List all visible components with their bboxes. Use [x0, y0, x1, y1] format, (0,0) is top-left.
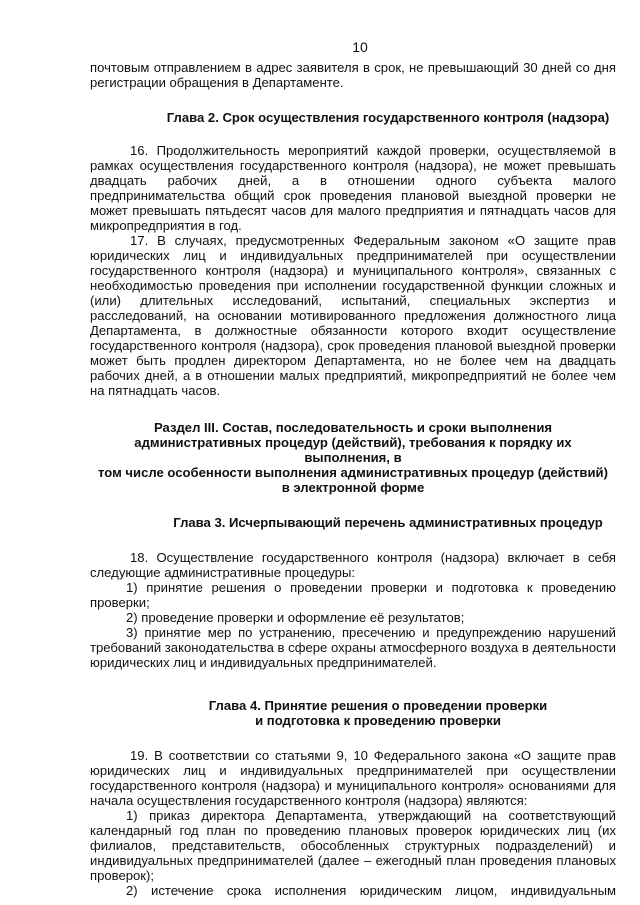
section-3-title-line-4: в электронной форме	[281, 480, 425, 495]
basis-item-1: 1) приказ директора Департамента, утверждающий на соответствующий календарный год план по проведению плановых проверок юридических лиц (их филиалов, представительств, обособленных структурных подразделений) и индивидуальных предпринимателей (далее – ежегодный план проведения плановых проверок);	[90, 808, 616, 883]
chapter-4-title-line-2: и подготовка к проведению проверки	[255, 713, 501, 728]
procedure-item-2: 2) проведение проверки и оформление её результатов;	[126, 610, 465, 625]
paragraph-18: 18. Осуществление государственного контроля (надзора) включает в себя следующие административные процедуры:	[90, 550, 616, 580]
page-number: 10	[352, 39, 368, 55]
intro-paragraph: почтовым отправлением в адрес заявителя в срок, не превышающий 30 дней со дня регистрации обращения в Департаменте.	[90, 60, 616, 90]
paragraph-19: 19. В соответствии со статьями 9, 10 Федерального закона «О защите прав юридических лиц и индивидуальных предпринимателей при осуществлении государственного контроля (надзора) и муниципального контроля» основаниями для начала осуществления государственного контроля (надзора) являются:	[90, 748, 616, 808]
paragraph-17: 17. В случаях, предусмотренных Федеральным законом «О защите прав юридических лиц и индивидуальных предпринимателей при осуществлении государственного контроля (надзора) и муниципального контроля», связанных с необходимостью проведения при исполнении государственной функции сложных и (или) длительных исследований, испытаний, специальных экспертиз и расследований, на основании мотивированного предложения должностного лица Департамента, в должностные обязанности которого входит осуществление государственного контроля (надзора), срок проведения плановой выездной проверки может быть продлен директором Департамента, но не более чем на двадцать рабочих дней, а в отношении малых предприятий, микропредприятий не более чем на пятнадцать часов.	[90, 233, 616, 398]
procedure-item-3: 3) принятие мер по устранению, пресечению и предупреждению нарушений требований законодательства в сфере охраны атмосферного воздуха в деятельности юридических лиц и индивидуальных предпринимателей.	[90, 625, 616, 670]
paragraph-16: 16. Продолжительность мероприятий каждой проверки, осуществляемой в рамках осуществления государственного контроля (надзора), не может превышать двадцать рабочих дней, а в отношении одного субъекта малого предпринимательства общий срок проведения плановой выездной проверки не может превышать пятьдесят часов для малого предприятия и пятнадцать часов для микропредприятия в год.	[90, 143, 616, 233]
chapter-4-title-line-1: Глава 4. Принятие решения о проведении проверки	[208, 698, 548, 713]
document-page	[90, 40, 616, 898]
chapter-3-title: Глава 3. Исчерпывающий перечень административных процедур	[173, 515, 603, 530]
procedure-item-1: 1) принятие решения о проведении проверки и подготовка к проведению проверки;	[90, 580, 616, 610]
basis-item-2: 2) истечение срока исполнения юридическим лицом, индивидуальным	[126, 883, 616, 898]
section-3-title	[90, 420, 616, 495]
chapter-4-title	[90, 698, 616, 728]
section-3-title-line-1: Раздел III. Состав, последовательность и сроки выполнения	[153, 420, 553, 435]
section-3-title-line-3: том числе особенности выполнения административных процедур (действий)	[98, 465, 608, 480]
section-3-title-line-2: административных процедур (действий), требования к порядку их выполнения, в	[134, 435, 572, 465]
chapter-2-title: Глава 2. Срок осуществления государственного контроля (надзора)	[166, 110, 610, 125]
